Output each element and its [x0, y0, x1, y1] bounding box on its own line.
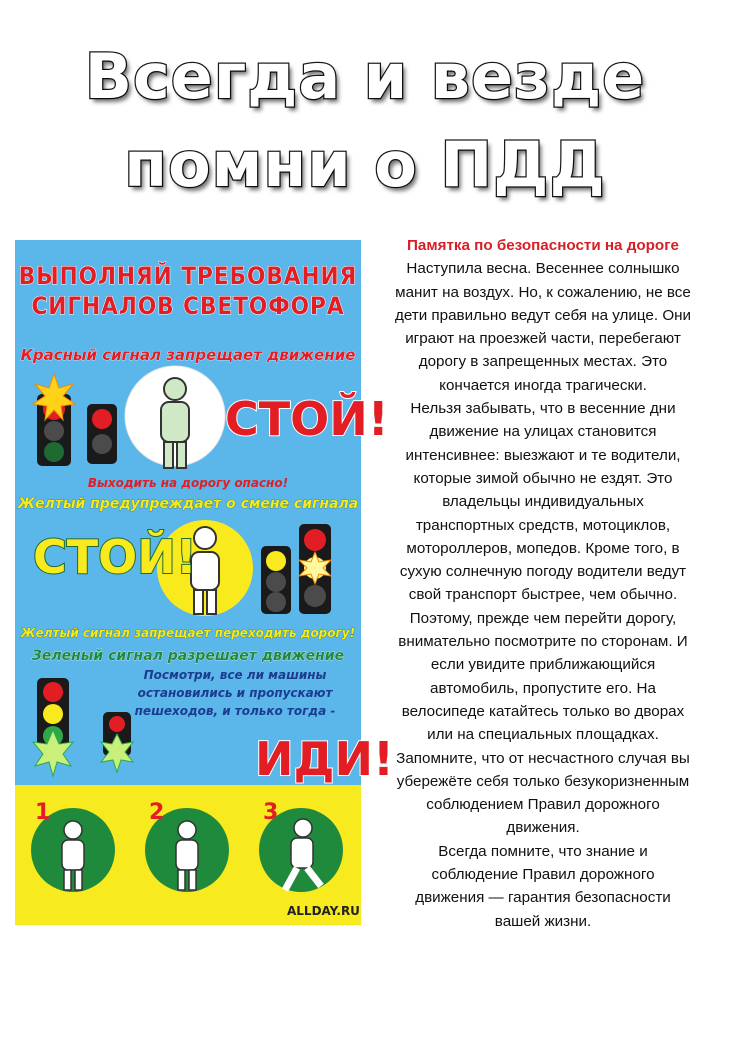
crossing-steps	[15, 796, 361, 906]
memo-line: кончается иногда трагически.	[439, 376, 647, 394]
red-rule-text: Красный сигнал запрещает движение	[20, 346, 356, 364]
memo-line: играют на проезжей части, перебегают	[405, 330, 681, 348]
memo-body	[368, 257, 718, 933]
memo-line: Запомните, что от несчастного случая вы	[396, 749, 690, 767]
memo-line: движения — гарантия безопасности	[415, 889, 671, 907]
poster-heading-line-2: СИГНАЛОВ СВЕТОФОРА	[31, 292, 345, 320]
memo-line: или на специальных площадках.	[427, 726, 659, 744]
red-warning-text: Выходить на дорогу опасно!	[87, 476, 289, 490]
step-3-number: 3	[263, 800, 279, 825]
memo-line: велосипеде катайтесь только во дворах	[401, 702, 685, 720]
memo-line: если увидите приближающийся	[430, 656, 656, 674]
poster-heading-line-1: ВЫПОЛНЯЙ ТРЕБОВАНИЯ	[18, 262, 358, 290]
memo-line: соблюдением Правил дорожного	[426, 796, 660, 814]
green-advice-line-2: остановились и пропускают	[137, 686, 333, 700]
memo-line: транспортных средств, мотоциклов,	[415, 516, 671, 534]
poster-watermark: ALLDAY.RU	[287, 904, 360, 918]
memo-line: внимательно посмотрите по сторонам. И	[398, 633, 688, 651]
memo-line: Нельзя забывать, что в весенние дни	[410, 400, 676, 418]
memo-line: манит на воздух. Но, к сожалению, не все	[395, 283, 691, 301]
step-2-number: 2	[149, 800, 165, 825]
memo-line: движения.	[506, 819, 580, 837]
memo-line: Наступила весна. Весеннее солнышко	[406, 260, 680, 278]
page-title-line-2: помни о ПДД	[124, 128, 606, 201]
stop-word-yellow: СТОЙ!	[33, 530, 197, 584]
memo-line: мотороллеров, мопедов. Кроме того, в	[406, 539, 680, 557]
memo-line: Поэтому, прежде чем перейти дорогу,	[409, 609, 677, 627]
memo-line: соблюдение Правил дорожного	[431, 866, 655, 884]
memo-line: движение на улицах становится	[429, 423, 657, 441]
green-advice-line-3: пешеходов, и только тогда -	[134, 704, 336, 718]
memo-line: дорогу в запрещенных местах. Это	[418, 353, 668, 371]
safety-memo	[368, 234, 718, 933]
go-word: ИДИ!	[255, 732, 394, 786]
yellow-forbid-text: Желтый сигнал запрещает переходить дорогу!	[20, 626, 356, 640]
green-advice-line-1: Посмотри, все ли машины	[143, 668, 327, 682]
memo-line: убережёте себя только безукоризненным	[396, 772, 690, 790]
traffic-light-poster	[15, 240, 394, 925]
memo-line: владельцы индивидуальных	[442, 493, 644, 511]
stop-word-red: СТОЙ!	[225, 392, 389, 446]
memo-title: Памятка по безопасности на дороге	[407, 237, 679, 254]
memo-line: вашей жизни.	[494, 912, 592, 930]
memo-line: дети правильно ведут себя на улице. Они	[394, 306, 692, 324]
memo-line: Всегда помните, что знание и	[438, 842, 648, 860]
memo-line: сухую солнечную погоду водители ведут	[399, 563, 687, 581]
green-rule-text: Зеленый сигнал разрешает движение	[31, 648, 345, 664]
yellow-rule-text: Желтый предупреждает о смене сигнала	[17, 496, 359, 512]
memo-line: которые зимой обычно не ездят. Это	[413, 469, 673, 487]
memo-line: интенсивнее: выезжают и те водители,	[405, 446, 681, 464]
page-title-line-1: Всегда и везде	[84, 40, 646, 113]
memo-line: свой транспорт быстрее, чем обычно.	[408, 586, 678, 604]
memo-line: автомобиль, пропустите его. На	[430, 679, 656, 697]
step-1-number: 1	[35, 800, 51, 825]
